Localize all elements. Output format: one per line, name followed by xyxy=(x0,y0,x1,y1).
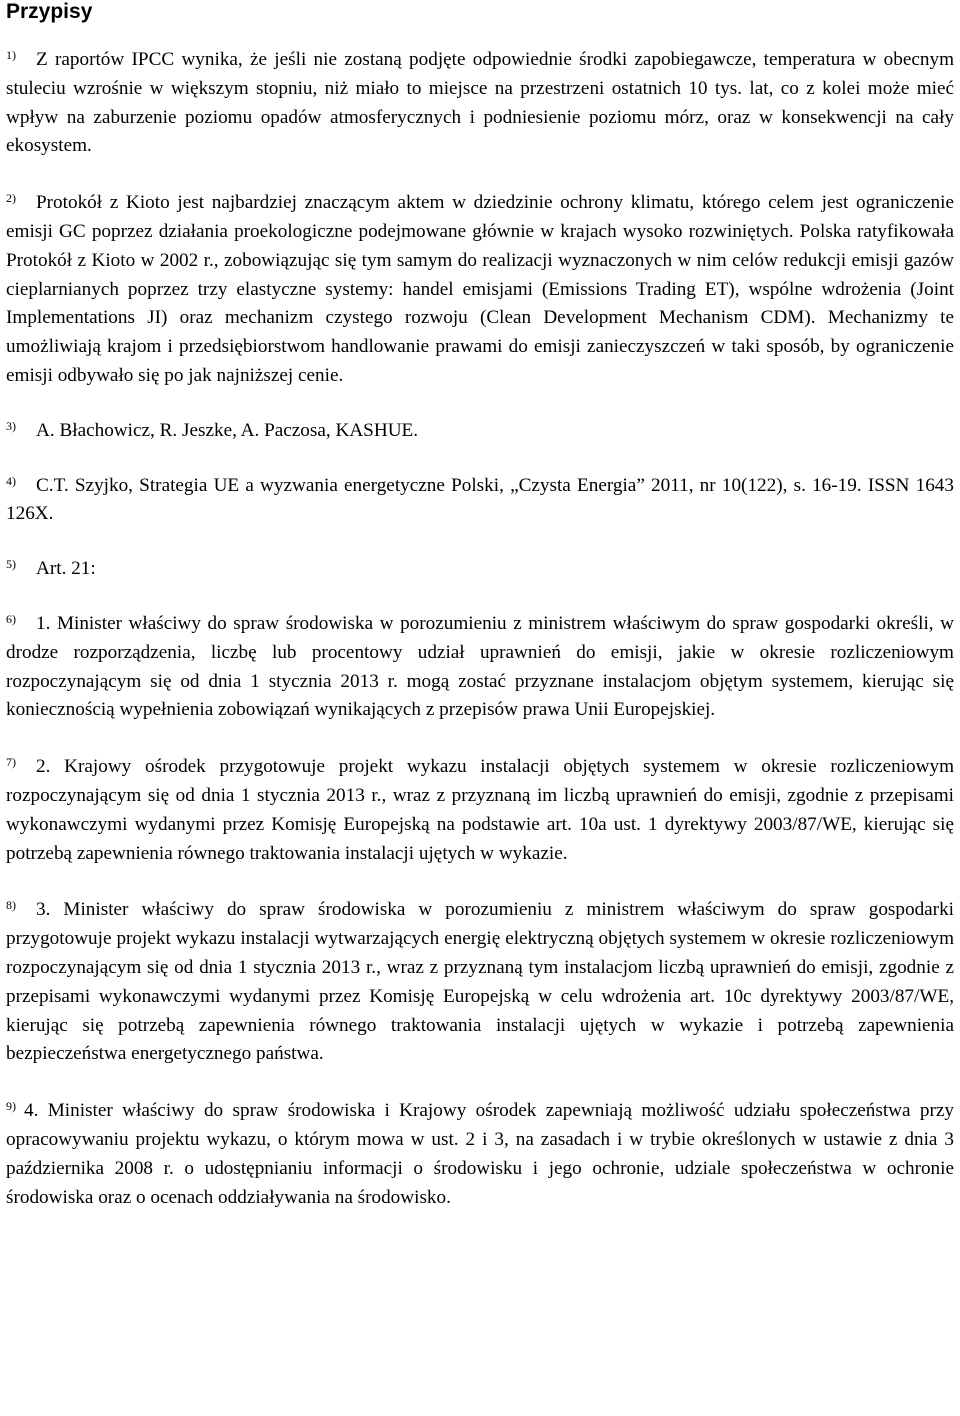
footnote-text-9: 4. Minister właściwy do spraw środowiska i Krajowy ośrodek zapewniają możliwość udziału społeczeństwa przy opracowywaniu projektu wykazu, o którym mowa w ust. 2 i 3, na zasadach i w trybie określonych w ustawie z dnia 3 października 2008 r. o udostępnianiu informacji o środowisku i jego ochronie, udziale społeczeństwa w ochronie środowiska oraz o ocenach oddziaływania na środowisko. xyxy=(6,1100,954,1208)
footnote-text-8: 3. Minister właściwy do spraw środowiska w porozumieniu z ministrem właściwym do spraw gospodarki przygotowuje projekt wykazu instalacji wytwarzających energię elektryczną objętych systemem w okresie rozliczeniowym rozpoczynającym się od dnia 1 stycznia 2013 r., wraz z przyznaną tym instalacjom liczbą uprawnień do emisji, zgodnie z przepisami wykonawczymi wydanymi przez Komisję Europejską w celu wdrożenia art. 10c dyrektywy 2003/87/WE, kierując się potrzebą zapewnienia równego traktowania instalacji ujętych w wykazie i potrzebą zapewnienia bezpieczeństwa energetycznego państwa. xyxy=(6,899,954,1065)
footnote-1: $^{1)}$ Z raportów IPCC wynika, że jeśli nie zostaną podjęte odpowiednie środki zapobiegawcze, temperatura w obecnym stuleciu wzrośnie w większym stopniu, niż miało to miejsce na przestrzeni ostatnich 10 tys. lat, co z kolei może mieć wpływ na zaburzenie poziomu opadów atmosferycznych i podniesienie poziomu mórz, oraz w konsekwencji na cały ekosystem. xyxy=(6,48,954,157)
footnote-text-2: Protokół z Kioto jest najbardziej znaczącym aktem w dziedzinie ochrony klimatu, którego celem jest ograniczenie emisji GC poprzez działania proekologiczne podejmowane głównie w krajach wysoko rozwiniętych. Polska ratyfikowała Protokół z Kioto w 2002 r., zobowiązując się tym samym do realizacji wyznaczonych w nim celów redukcji emisji gazów cieplarnianych poprzez trzy elastyczne systemy: handel emisjami (Emissions Trading ET), wspólne wdrożenia (Joint Implementations JI) oraz mechanizm czystego rozwoju (Clean Development Mechanism CDM). Mechanizmy te umożliwiają krajom i przedsiębiorstwom handlowanie prawami do emisji zanieczyszczeń w taki sposób, by ograniczenie emisji odbywało się po jak najniższej cenie. xyxy=(6,192,954,386)
footnote-text-1: Z raportów IPCC wynika, że jeśli nie zostaną podjęte odpowiednie środki zapobiegawcze, temperatura w obecnym stuleciu wzrośnie w większym stopniu, niż miało to miejsce na przestrzeni ostatnich 10 tys. lat, co z kolei może mieć wpływ na zaburzenie poziomu opadów atmosferycznych i podniesienie poziomu mórz, oraz w konsekwencji na cały ekosystem. xyxy=(6,49,954,157)
footnote-text-5: Art. 21: xyxy=(36,558,96,580)
footnote-3: $^{3)}$ A. Błachowicz, R. Jeszke, A. Paczosa, KASHUE. xyxy=(6,418,419,441)
footnote-text-3: A. Błachowicz, R. Jeszke, A. Paczosa, KASHUE. xyxy=(36,419,419,441)
footnote-5: $^{5)}$ Art. 21: xyxy=(6,557,96,580)
footnotes-page xyxy=(6,0,954,1212)
footnote-text-6: 1. Minister właściwy do spraw środowiska w porozumieniu z ministrem właściwym do spraw gospodarki określi, w drodze rozporządzenia, liczbę lub procentowy udział uprawnień do emisji, jakie w okresie rozliczeniowym rozpoczynającym się od dnia 1 stycznia 2013 r. mogą zostać przyznane instalacjom objętym systemem, kierując się koniecznością wypełnienia zobowiązań wynikających z przepisów prawa Unii Europejskiej. xyxy=(6,612,954,721)
footnote-9: $^{9)}$ 4. Minister właściwy do spraw środowiska i Krajowy ośrodek zapewniają możliwość udziału społeczeństwa przy opracowywaniu projektu wykazu, o którym mowa w ust. 2 i 3, na zasadach i w trybie określonych w ustawie z dnia 3 października 2008 r. o udostępnianiu informacji o środowisku i jego ochronie, udziale społeczeństwa w ochronie środowiska oraz o ocenach oddziaływania na środowisko. xyxy=(6,1099,954,1208)
page-title: Przypisy xyxy=(6,0,93,23)
footnote-7: $^{7)}$ 2. Krajowy ośrodek przygotowuje projekt wykazu instalacji objętych systemem w okresie rozliczeniowym rozpoczynającym się od dnia 1 stycznia 2013 r., wraz z przyznaną im liczbą uprawnień do emisji, zgodnie z przepisami wykonawczymi wydanymi przez Komisję Europejską na podstawie art. 10a ust. 1 dyrektywy 2003/87/WE, kierując się potrzebą zapewnienia równego traktowania instalacji ujętych w wykazie. xyxy=(6,755,954,864)
footnote-text-4: C.T. Szyjko, Strategia UE a wyzwania energetyczne Polski, „Czysta Energia” 2011, nr 10(122), s. 16-19. ISSN 1643 126X. xyxy=(6,474,954,525)
footnote-2: $^{2)}$ Protokół z Kioto jest najbardziej znaczącym aktem w dziedzinie ochrony klimatu, którego celem jest ograniczenie emisji GC poprzez działania proekologiczne podejmowane głównie w krajach wysoko rozwiniętych. Polska ratyfikowała Protokół z Kioto w 2002 r., zobowiązując się tym samym do realizacji wyznaczonych w nim celów redukcji emisji gazów cieplarnianych poprzez trzy elastyczne systemy: handel emisjami (Emissions Trading ET), wspólne wdrożenia (Joint Implementations JI) oraz mechanizm czystego rozwoju (Clean Development Mechanism CDM). Mechanizmy te umożliwiają krajom i przedsiębiorstwom handlowanie prawami do emisji zanieczyszczeń w taki sposób, by ograniczenie emisji odbywało się po jak najniższej cenie. xyxy=(6,191,954,386)
footnote-text-7: 2. Krajowy ośrodek przygotowuje projekt wykazu instalacji objętych systemem w okresie rozliczeniowym rozpoczynającym się od dnia 1 stycznia 2013 r., wraz z przyznaną im liczbą uprawnień do emisji, zgodnie z przepisami wykonawczymi wydanymi przez Komisję Europejską na podstawie art. 10a ust. 1 dyrektywy 2003/87/WE, kierując się potrzebą zapewnienia równego traktowania instalacji ujętych w wykazie. xyxy=(6,756,954,864)
footnote-8: $^{8)}$ 3. Minister właściwy do spraw środowiska w porozumieniu z ministrem właściwym do spraw gospodarki przygotowuje projekt wykazu instalacji wytwarzających energię elektryczną objętych systemem w okresie rozliczeniowym rozpoczynającym się od dnia 1 stycznia 2013 r., wraz z przyznaną tym instalacjom liczbą uprawnień do emisji, zgodnie z przepisami wykonawczymi wydanymi przez Komisję Europejską w celu wdrożenia art. 10c dyrektywy 2003/87/WE, kierując się potrzebą zapewnienia równego traktowania instalacji ujętych w wykazie i potrzebą zapewnienia bezpieczeństwa energetycznego państwa. xyxy=(6,898,954,1065)
footnote-4: $^{4)}$ C.T. Szyjko, Strategia UE a wyzwania energetyczne Polski, „Czysta Energia” 2011, nr 10(122), s. 16-19. ISSN 1643 126X. xyxy=(6,473,954,525)
footnote-6: $^{6)}$ 1. Minister właściwy do spraw środowiska w porozumieniu z ministrem właściwym do spraw gospodarki określi, w drodze rozporządzenia, liczbę lub procentowy udział uprawnień do emisji, jakie w okresie rozliczeniowym rozpoczynającym się od dnia 1 stycznia 2013 r. mogą zostać przyznane instalacjom objętym systemem, kierując się koniecznością wypełnienia zobowiązań wynikających z przepisów prawa Unii Europejskiej. xyxy=(6,611,954,721)
